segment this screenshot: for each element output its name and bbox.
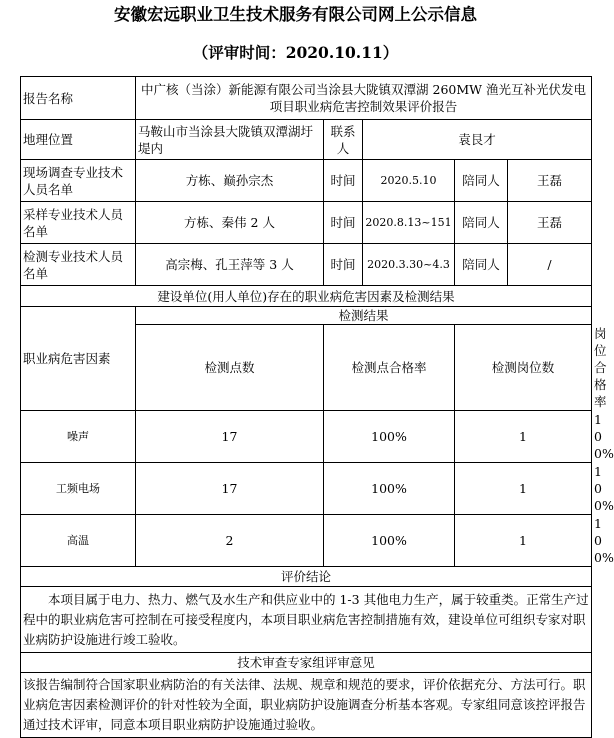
testing-accomp: / [508, 244, 592, 286]
survey-label: 现场调查专业技术人员名单 [21, 160, 136, 202]
sampling-row [21, 202, 592, 244]
hazard-factor: 高温 [21, 515, 136, 567]
location-value: 马鞍山市当涂县大陇镇双潭湖圩堤内 [136, 120, 324, 160]
report-name-value: 中广核（当涂）新能源有限公司当涂县大陇镇双潭湖 260MW 渔光互补光伏发电项目职业病危害控制效果评价报告 [136, 77, 592, 120]
conclusion-title-row [21, 567, 592, 587]
sampling-staff: 方栋、秦伟 2 人 [136, 202, 324, 244]
hazards-title-row [21, 286, 592, 307]
hazards-section-title: 建设单位(用人单位)存在的职业病危害因素及检测结果 [21, 286, 592, 307]
review-title: 技术审查专家组评审意见 [21, 653, 592, 673]
hazard-posts: 1 [455, 463, 592, 515]
survey-row [21, 160, 592, 202]
testing-accomp-label: 陪同人 [455, 244, 508, 286]
testing-time: 2020.3.30~4.3 [363, 244, 455, 286]
location-label: 地理位置 [21, 120, 136, 160]
contact-label: 联系人 [324, 120, 363, 160]
survey-accomp: 王磊 [508, 160, 592, 202]
survey-time-label: 时间 [324, 160, 363, 202]
hazard-posts: 1 [455, 411, 592, 463]
hazard-factor: 噪声 [21, 411, 136, 463]
sampling-time-label: 时间 [324, 202, 363, 244]
results-header: 检测结果 [136, 307, 592, 325]
page-title: 安徽宏远职业卫生技术服务有限公司网上公示信息 [114, 5, 477, 24]
hazard-point-rate: 100% [324, 411, 455, 463]
sampling-accomp: 王磊 [508, 202, 592, 244]
testing-label: 检测专业技术人员名单 [21, 244, 136, 286]
testing-row [21, 244, 592, 286]
hazard-points: 17 [136, 463, 324, 515]
table-row: 工频电场 17 100% 1 100% [21, 463, 592, 515]
survey-time: 2020.5.10 [363, 160, 455, 202]
review-text: 该报告编制符合国家职业病防治的有关法律、法规、规章和规范的要求，评价依据充分、方法可行。职业病危害因素检测评价的针对性较为全面，职业病防护设施调查分析基本客观。专家组同意该控评报告通过技术评审，同意本项目职业病防护设施通过验收。 [21, 673, 592, 738]
survey-accomp-label: 陪同人 [455, 160, 508, 202]
hazard-points: 2 [136, 515, 324, 567]
report-name-label: 报告名称 [21, 77, 136, 120]
sampling-time: 2020.8.13~151 [363, 202, 455, 244]
hazards-columns-row: 检测点数 检测点合格率 检测岗位数 岗位合格率 [21, 325, 592, 411]
testing-time-label: 时间 [324, 244, 363, 286]
column-posts-header: 检测岗位数 [455, 325, 592, 411]
info-table [20, 76, 614, 738]
survey-staff: 方栋、巅孙宗杰 [136, 160, 324, 202]
testing-staff: 高宗梅、孔王萍等 3 人 [136, 244, 324, 286]
sampling-accomp-label: 陪同人 [455, 202, 508, 244]
table-row: 高温 2 100% 1 100% [21, 515, 592, 567]
sampling-label: 采样专业技术人员名单 [21, 202, 136, 244]
review-title-row [21, 653, 592, 673]
hazard-points: 17 [136, 411, 324, 463]
contact-value: 袁艮才 [363, 120, 592, 160]
hazard-factor-header: 职业病危害因素 [21, 307, 136, 411]
conclusion-row [21, 587, 592, 653]
table-row: 噪声 17 100% 1 100% [21, 411, 592, 463]
conclusion-title: 评价结论 [21, 567, 592, 587]
report-name-row [21, 77, 592, 120]
review-time: （评审时间：2020.10.11） [192, 43, 399, 62]
hazard-posts: 1 [455, 515, 592, 567]
conclusion-text: 本项目属于电力、热力、燃气及水生产和供应业中的 1-3 其他电力生产，属于较重类。正常生产过程中的职业病危害可控制在可接受程度内，本项目职业病危害控制措施有效，建设单位可组织专家对职业病防护设施进行竣工验收。 [21, 587, 592, 653]
hazard-point-rate: 100% [324, 515, 455, 567]
location-row [21, 120, 592, 160]
column-points-header: 检测点数 [136, 325, 324, 411]
hazards-header-row [21, 307, 592, 325]
review-row [21, 673, 592, 738]
hazard-factor: 工频电场 [21, 463, 136, 515]
hazard-point-rate: 100% [324, 463, 455, 515]
column-point-rate-header: 检测点合格率 [324, 325, 455, 411]
